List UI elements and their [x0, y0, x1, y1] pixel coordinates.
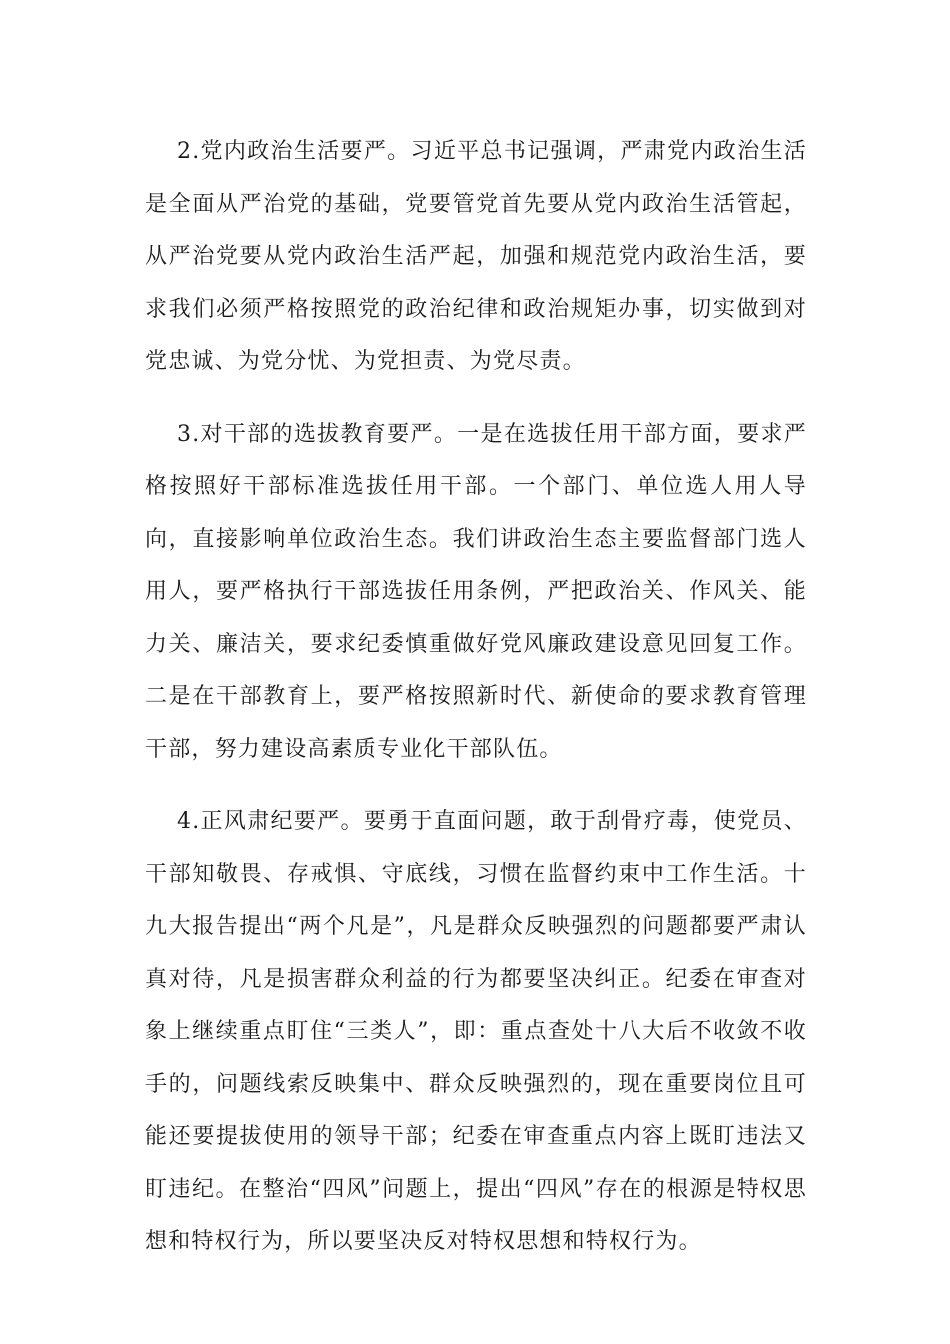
document-body: [145, 126, 807, 1289]
paragraph-party-political-life: 2.党内政治生活要严。习近平总书记强调，严肃党内政治生活是全面从严治党的基础，党要管党首先要从党内政治生活管起，从严治党要从党内政治生活严起，加强和规范党内政治生活，要求我们必须严格按照党的政治纪律和政治规矩办事，切实做到对党忠诚、为党分忧、为党担责、为党尽责。: [145, 139, 807, 374]
paragraph-cadre-selection-education: 3.对干部的选拔教育要严。一是在选拔任用干部方面，要求严格按照好干部标准选拔任用干部。一个部门、单位选人用人导向，直接影响单位政治生态。我们讲政治生态主要监督部门选人用人，要严格执行干部选拔任用条例，严把政治关、作风关、能力关、廉洁关，要求纪委慎重做好党风廉政建设意见回复工作。二是在干部教育上，要严格按照新时代、新使命的要求教育管理干部，努力建设高素质专业化干部队伍。: [145, 421, 807, 762]
paragraph-discipline-rectification: 4.正风肃纪要严。要勇于直面问题，敢于刮骨疗毒，使党员、干部知敬畏、存戒惧、守底线，习惯在监督约束中工作生活。十九大报告提出“两个凡是”，凡是群众反映强烈的问题都要严肃认真对待，凡是损害群众利益的行为都要坚决纠正。纪委在审查对象上继续重点盯住“三类人”，即：重点查处十八大后不收敛不收手的，问题线索反映集中、群众反映强烈的，现在重要岗位且可能还要提拔使用的领导干部；纪委在审查重点内容上既盯违法又盯违纪。在整治“四风”问题上，提出“四风”存在的根源是特权思想和特权行为，所以要坚决反对特权思想和特权行为。: [145, 809, 807, 1254]
